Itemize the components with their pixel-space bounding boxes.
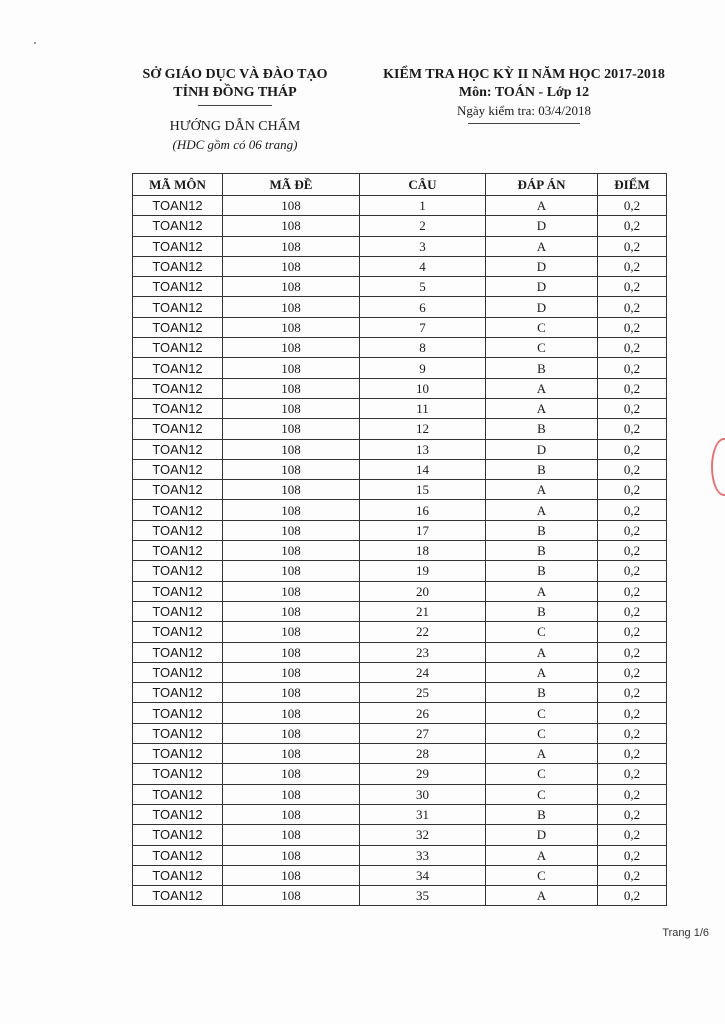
cell-dap-an: B: [486, 541, 598, 561]
column-header-diem: ĐIỂM: [598, 174, 667, 196]
cell-cau: 30: [360, 784, 486, 804]
cell-diem: 0,2: [598, 256, 667, 276]
table-row: [133, 196, 667, 216]
cell-dap-an: A: [486, 500, 598, 520]
cell-ma-mon: TOAN12: [133, 581, 223, 601]
cell-cau: 11: [360, 398, 486, 418]
cell-diem: 0,2: [598, 459, 667, 479]
page-number: Trang 1/6: [662, 927, 709, 939]
table-row: [133, 784, 667, 804]
cell-dap-an: D: [486, 439, 598, 459]
cell-ma-de: 108: [223, 216, 360, 236]
cell-dap-an: B: [486, 459, 598, 479]
cell-ma-de: 108: [223, 459, 360, 479]
cell-cau: 26: [360, 703, 486, 723]
cell-dap-an: A: [486, 662, 598, 682]
doc-title: HƯỚNG DẪN CHẤM: [169, 119, 301, 134]
cell-dap-an: A: [486, 744, 598, 764]
cell-cau: 6: [360, 297, 486, 317]
cell-ma-de: 108: [223, 784, 360, 804]
cell-cau: 33: [360, 845, 486, 865]
cell-dap-an: D: [486, 277, 598, 297]
table-row: [133, 825, 667, 845]
cell-cau: 17: [360, 520, 486, 540]
cell-cau: 19: [360, 561, 486, 581]
cell-ma-de: 108: [223, 297, 360, 317]
cell-dap-an: C: [486, 622, 598, 642]
cell-ma-de: 108: [223, 703, 360, 723]
cell-diem: 0,2: [598, 723, 667, 743]
table-row: [133, 236, 667, 256]
cell-cau: 15: [360, 480, 486, 500]
cell-ma-de: 108: [223, 825, 360, 845]
cell-dap-an: C: [486, 764, 598, 784]
cell-dap-an: B: [486, 419, 598, 439]
cell-cau: 31: [360, 804, 486, 824]
table-row: [133, 419, 667, 439]
cell-ma-de: 108: [223, 886, 360, 906]
table-row: [133, 459, 667, 479]
cell-ma-de: 108: [223, 683, 360, 703]
cell-ma-mon: TOAN12: [133, 642, 223, 662]
table-row: [133, 561, 667, 581]
table-row: [133, 338, 667, 358]
table-row: [133, 764, 667, 784]
cell-diem: 0,2: [598, 622, 667, 642]
cell-ma-mon: TOAN12: [133, 480, 223, 500]
cell-dap-an: D: [486, 825, 598, 845]
doc-subtitle: (HDC gồm có 06 trang): [172, 137, 298, 152]
cell-dap-an: B: [486, 561, 598, 581]
column-header-ma-de: MÃ ĐỀ: [223, 174, 360, 196]
cell-cau: 7: [360, 317, 486, 337]
cell-ma-mon: TOAN12: [133, 419, 223, 439]
cell-diem: 0,2: [598, 703, 667, 723]
exam-subject: Môn: TOÁN - Lớp 12: [458, 85, 590, 100]
cell-diem: 0,2: [598, 845, 667, 865]
table-row: [133, 378, 667, 398]
table-row: [133, 480, 667, 500]
cell-dap-an: A: [486, 845, 598, 865]
table-row: [133, 662, 667, 682]
cell-ma-mon: TOAN12: [133, 561, 223, 581]
table-row: [133, 865, 667, 885]
cell-diem: 0,2: [598, 683, 667, 703]
cell-dap-an: B: [486, 358, 598, 378]
cell-cau: 20: [360, 581, 486, 601]
cell-diem: 0,2: [598, 196, 667, 216]
cell-ma-mon: TOAN12: [133, 764, 223, 784]
table-row: [133, 439, 667, 459]
column-header-ma-mon: MÃ MÔN: [133, 174, 223, 196]
cell-ma-de: 108: [223, 642, 360, 662]
cell-dap-an: A: [486, 236, 598, 256]
cell-cau: 28: [360, 744, 486, 764]
table-row: [133, 703, 667, 723]
cell-diem: 0,2: [598, 398, 667, 418]
cell-ma-mon: TOAN12: [133, 601, 223, 621]
cell-diem: 0,2: [598, 541, 667, 561]
cell-dap-an: A: [486, 886, 598, 906]
cell-cau: 23: [360, 642, 486, 662]
cell-diem: 0,2: [598, 865, 667, 885]
table-row: [133, 520, 667, 540]
cell-ma-mon: TOAN12: [133, 459, 223, 479]
red-stamp-edge: [711, 438, 725, 496]
cell-ma-mon: TOAN12: [133, 500, 223, 520]
cell-cau: 1: [360, 196, 486, 216]
header-right: [364, 66, 684, 124]
cell-ma-de: 108: [223, 622, 360, 642]
table-row: [133, 317, 667, 337]
cell-ma-mon: TOAN12: [133, 297, 223, 317]
header-left: [130, 66, 340, 154]
cell-cau: 2: [360, 216, 486, 236]
cell-dap-an: D: [486, 216, 598, 236]
header-right-rule: [468, 123, 580, 124]
table-row: [133, 642, 667, 662]
cell-diem: 0,2: [598, 419, 667, 439]
cell-diem: 0,2: [598, 378, 667, 398]
cell-dap-an: B: [486, 683, 598, 703]
cell-dap-an: C: [486, 723, 598, 743]
cell-ma-mon: TOAN12: [133, 622, 223, 642]
cell-ma-mon: TOAN12: [133, 703, 223, 723]
table-row: [133, 398, 667, 418]
table-row: [133, 723, 667, 743]
cell-cau: 16: [360, 500, 486, 520]
cell-ma-mon: TOAN12: [133, 541, 223, 561]
cell-dap-an: A: [486, 378, 598, 398]
cell-ma-mon: TOAN12: [133, 886, 223, 906]
cell-ma-mon: TOAN12: [133, 439, 223, 459]
scan-speck: [34, 42, 36, 44]
cell-ma-de: 108: [223, 541, 360, 561]
cell-ma-de: 108: [223, 500, 360, 520]
cell-cau: 27: [360, 723, 486, 743]
cell-ma-de: 108: [223, 662, 360, 682]
table-row: [133, 886, 667, 906]
table-row: [133, 297, 667, 317]
cell-diem: 0,2: [598, 480, 667, 500]
cell-cau: 4: [360, 256, 486, 276]
table-row: [133, 622, 667, 642]
table-row: [133, 845, 667, 865]
cell-cau: 5: [360, 277, 486, 297]
table-row: [133, 358, 667, 378]
table-body: [133, 196, 667, 906]
cell-dap-an: A: [486, 480, 598, 500]
cell-cau: 25: [360, 683, 486, 703]
org-line2: TỈNH ĐỒNG THÁP: [173, 85, 297, 100]
table-row: [133, 804, 667, 824]
cell-ma-de: 108: [223, 378, 360, 398]
cell-ma-de: 108: [223, 804, 360, 824]
cell-diem: 0,2: [598, 500, 667, 520]
cell-cau: 3: [360, 236, 486, 256]
cell-diem: 0,2: [598, 642, 667, 662]
cell-dap-an: C: [486, 338, 598, 358]
exam-date: Ngày kiểm tra: 03/4/2018: [457, 103, 591, 118]
cell-cau: 13: [360, 439, 486, 459]
cell-ma-mon: TOAN12: [133, 216, 223, 236]
cell-diem: 0,2: [598, 358, 667, 378]
table-row: [133, 683, 667, 703]
cell-dap-an: A: [486, 196, 598, 216]
cell-dap-an: D: [486, 256, 598, 276]
table-row: [133, 744, 667, 764]
cell-ma-de: 108: [223, 865, 360, 885]
cell-dap-an: A: [486, 642, 598, 662]
table-row: [133, 500, 667, 520]
cell-diem: 0,2: [598, 581, 667, 601]
cell-ma-de: 108: [223, 764, 360, 784]
cell-dap-an: D: [486, 297, 598, 317]
cell-cau: 9: [360, 358, 486, 378]
cell-ma-de: 108: [223, 439, 360, 459]
cell-ma-mon: TOAN12: [133, 804, 223, 824]
cell-ma-de: 108: [223, 723, 360, 743]
cell-diem: 0,2: [598, 297, 667, 317]
cell-ma-mon: TOAN12: [133, 662, 223, 682]
cell-dap-an: B: [486, 601, 598, 621]
table-row: [133, 277, 667, 297]
cell-ma-de: 108: [223, 236, 360, 256]
cell-ma-mon: TOAN12: [133, 865, 223, 885]
cell-dap-an: B: [486, 804, 598, 824]
cell-ma-mon: TOAN12: [133, 825, 223, 845]
cell-diem: 0,2: [598, 764, 667, 784]
cell-dap-an: C: [486, 865, 598, 885]
cell-ma-mon: TOAN12: [133, 317, 223, 337]
cell-ma-mon: TOAN12: [133, 723, 223, 743]
cell-ma-mon: TOAN12: [133, 398, 223, 418]
cell-ma-de: 108: [223, 277, 360, 297]
table-row: [133, 601, 667, 621]
cell-ma-mon: TOAN12: [133, 744, 223, 764]
cell-cau: 21: [360, 601, 486, 621]
cell-diem: 0,2: [598, 601, 667, 621]
org-line1: SỞ GIÁO DỤC VÀ ĐÀO TẠO: [142, 67, 328, 82]
cell-cau: 35: [360, 886, 486, 906]
cell-diem: 0,2: [598, 338, 667, 358]
cell-dap-an: C: [486, 317, 598, 337]
cell-ma-de: 108: [223, 196, 360, 216]
cell-ma-de: 108: [223, 520, 360, 540]
header-left-rule: [198, 105, 272, 106]
answer-key-table: [132, 173, 667, 906]
cell-diem: 0,2: [598, 744, 667, 764]
table-row: [133, 541, 667, 561]
cell-dap-an: B: [486, 520, 598, 540]
cell-diem: 0,2: [598, 520, 667, 540]
cell-diem: 0,2: [598, 216, 667, 236]
cell-ma-de: 108: [223, 845, 360, 865]
cell-cau: 34: [360, 865, 486, 885]
cell-ma-de: 108: [223, 581, 360, 601]
cell-ma-de: 108: [223, 480, 360, 500]
table-row: [133, 256, 667, 276]
table-row: [133, 581, 667, 601]
exam-title: KIỂM TRA HỌC KỲ II NĂM HỌC 2017-2018: [383, 67, 665, 82]
cell-ma-de: 108: [223, 317, 360, 337]
cell-cau: 14: [360, 459, 486, 479]
cell-ma-de: 108: [223, 561, 360, 581]
cell-cau: 12: [360, 419, 486, 439]
cell-dap-an: C: [486, 703, 598, 723]
cell-ma-mon: TOAN12: [133, 845, 223, 865]
cell-ma-mon: TOAN12: [133, 784, 223, 804]
cell-dap-an: C: [486, 784, 598, 804]
cell-diem: 0,2: [598, 277, 667, 297]
cell-diem: 0,2: [598, 317, 667, 337]
column-header-cau: CÂU: [360, 174, 486, 196]
cell-diem: 0,2: [598, 886, 667, 906]
cell-ma-de: 108: [223, 256, 360, 276]
cell-cau: 29: [360, 764, 486, 784]
cell-ma-mon: TOAN12: [133, 256, 223, 276]
cell-ma-de: 108: [223, 419, 360, 439]
cell-diem: 0,2: [598, 439, 667, 459]
cell-ma-de: 108: [223, 744, 360, 764]
cell-cau: 32: [360, 825, 486, 845]
cell-cau: 10: [360, 378, 486, 398]
cell-ma-de: 108: [223, 338, 360, 358]
cell-cau: 8: [360, 338, 486, 358]
cell-ma-de: 108: [223, 398, 360, 418]
table-row: [133, 216, 667, 236]
cell-ma-mon: TOAN12: [133, 236, 223, 256]
cell-ma-de: 108: [223, 601, 360, 621]
cell-diem: 0,2: [598, 561, 667, 581]
cell-diem: 0,2: [598, 825, 667, 845]
cell-ma-mon: TOAN12: [133, 338, 223, 358]
table-header-row: [133, 174, 667, 196]
cell-ma-mon: TOAN12: [133, 358, 223, 378]
cell-ma-mon: TOAN12: [133, 520, 223, 540]
cell-cau: 24: [360, 662, 486, 682]
cell-ma-mon: TOAN12: [133, 378, 223, 398]
cell-dap-an: A: [486, 398, 598, 418]
cell-ma-mon: TOAN12: [133, 196, 223, 216]
cell-diem: 0,2: [598, 784, 667, 804]
cell-ma-mon: TOAN12: [133, 277, 223, 297]
cell-diem: 0,2: [598, 662, 667, 682]
column-header-dap-an: ĐÁP ÁN: [486, 174, 598, 196]
cell-cau: 18: [360, 541, 486, 561]
cell-diem: 0,2: [598, 236, 667, 256]
cell-dap-an: A: [486, 581, 598, 601]
cell-ma-mon: TOAN12: [133, 683, 223, 703]
cell-diem: 0,2: [598, 804, 667, 824]
cell-cau: 22: [360, 622, 486, 642]
cell-ma-de: 108: [223, 358, 360, 378]
